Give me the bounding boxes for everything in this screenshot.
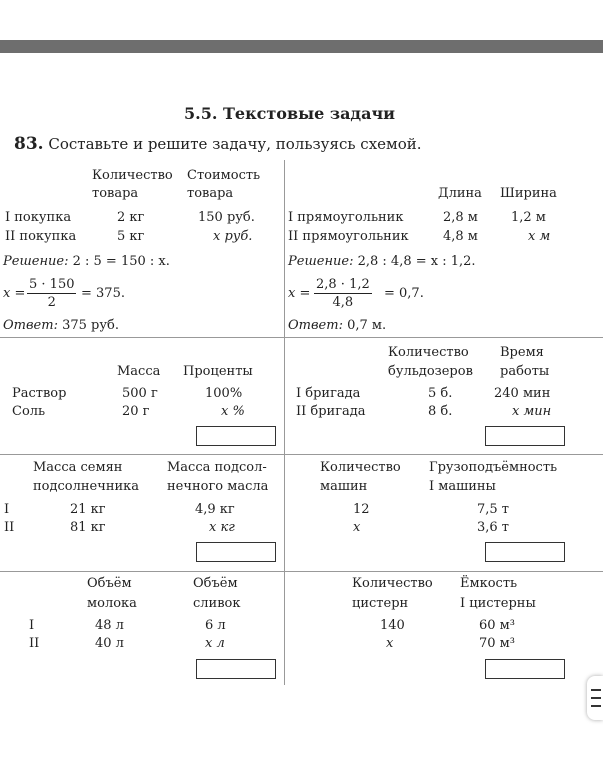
x-equals: x = (3, 286, 26, 301)
row2-label: II прямоугольник (288, 229, 409, 244)
solution-proportion: 2 : 5 = 150 : x. (72, 254, 170, 269)
menu-icon-line-1 (591, 689, 601, 691)
answer-box[interactable] (196, 542, 276, 562)
row1-label: Раствор (12, 386, 67, 401)
header-seed-line2: подсолнечника (33, 479, 140, 494)
header-count-line2: машин (320, 479, 368, 494)
row2-length: 4,8 м (443, 229, 478, 244)
row2-qty: 5 кг (117, 229, 145, 244)
row2-label: Соль (12, 404, 46, 419)
section-title: 5.5. Текстовые задачи (184, 104, 396, 123)
header-qty-line2: товара (92, 186, 139, 201)
problem-text: Составьте и решите задачу, пользуясь схемой. (48, 135, 422, 153)
answer-box[interactable] (196, 426, 276, 446)
row-divider-3 (0, 571, 603, 572)
row1-capacity: 7,5 т (477, 502, 509, 517)
row2-label: II (29, 636, 40, 651)
answer-box[interactable] (485, 542, 565, 562)
answer-box[interactable] (196, 659, 276, 679)
row1-mass: 500 г (122, 386, 158, 401)
row2-milk: 40 л (95, 636, 124, 651)
fraction-numerator: 5 · 150 (29, 277, 75, 292)
fraction-result: = 0,7. (384, 286, 424, 301)
row2-count: x (386, 636, 394, 651)
row1-percent: 100% (205, 386, 243, 401)
header-length: Длина (438, 186, 482, 201)
row2-label: II покупка (5, 229, 77, 244)
header-count-line2: цистерн (352, 596, 409, 611)
header-time-line2: работы (500, 364, 550, 379)
solution-fraction (314, 277, 372, 310)
solution-label: Решение: (3, 254, 69, 269)
header-cost-line2: товара (187, 186, 234, 201)
answer-line (288, 318, 386, 333)
row2-mass: 20 г (122, 404, 150, 419)
row1-label: I покупка (5, 210, 72, 225)
answer-value: 0,7 м. (347, 318, 387, 333)
row1-label: I (29, 618, 35, 633)
answer-value: 375 руб. (62, 318, 119, 333)
row1-count: 140 (380, 618, 405, 633)
row1-time: 240 мин (494, 386, 551, 401)
row1-milk: 48 л (95, 618, 124, 633)
row2-time: x мин (512, 404, 552, 419)
answer-label: Ответ: (3, 318, 58, 333)
row2-width: x м (528, 229, 551, 244)
row1-qty: 2 кг (117, 210, 145, 225)
header-seed-line1: Масса семян (33, 460, 123, 475)
solution-line (3, 254, 170, 269)
row2-capacity: 70 м³ (479, 636, 515, 651)
row1-capacity: 60 м³ (479, 618, 515, 633)
row2-cost: x руб. (213, 229, 253, 244)
row2-label: II бригада (296, 404, 366, 419)
header-count-line2: бульдозеров (388, 364, 473, 379)
row1-seed: 21 кг (70, 502, 106, 517)
solution-proportion: 2,8 : 4,8 = x : 1,2. (357, 254, 476, 269)
row2-seed: 81 кг (70, 520, 106, 535)
row1-width: 1,2 м (511, 210, 546, 225)
fraction-denominator: 4,8 (332, 295, 354, 310)
menu-icon-line-3 (591, 705, 601, 707)
header-count-line1: Количество (352, 576, 433, 591)
solution-label: Решение: (288, 254, 354, 269)
answer-box[interactable] (485, 659, 565, 679)
fraction-denominator: 2 (47, 295, 56, 310)
row1-count: 5 б. (428, 386, 453, 401)
x-equals: x = (288, 286, 311, 301)
header-width: Ширина (500, 186, 557, 201)
header-count-line1: Количество (388, 345, 469, 360)
row2-cream: x л (205, 636, 225, 651)
fraction-numerator: 2,8 · 1,2 (316, 277, 370, 292)
header-oil-line1: Масса подсол- (167, 460, 267, 475)
header-capacity-line2: I машины (429, 479, 496, 494)
header-cream-line2: сливок (193, 596, 241, 611)
solution-line (288, 254, 476, 269)
answer-box[interactable] (485, 426, 565, 446)
header-percent: Проценты (183, 364, 253, 379)
header-milk-line2: молока (87, 596, 137, 611)
row2-oil: x кг (209, 520, 235, 535)
menu-icon-line-2 (591, 697, 601, 699)
problem-statement (14, 134, 422, 154)
row1-label: I бригада (296, 386, 361, 401)
row1-label: I (4, 502, 10, 517)
row1-oil: 4,9 кг (195, 502, 235, 517)
row1-cream: 6 л (205, 618, 226, 633)
row1-count: 12 (353, 502, 370, 517)
row1-length: 2,8 м (443, 210, 478, 225)
header-mass: Масса (117, 364, 161, 379)
top-toolbar-bar (0, 40, 603, 53)
row-divider-1 (0, 337, 603, 338)
header-cream-line1: Объём (193, 576, 238, 591)
header-capacity-line2: I цистерны (460, 596, 536, 611)
center-divider (284, 160, 285, 685)
answer-label: Ответ: (288, 318, 343, 333)
header-cost-line1: Стоимость (187, 168, 261, 183)
row1-label: I прямоугольник (288, 210, 404, 225)
row2-percent: x % (221, 404, 245, 419)
problem-number: 83. (14, 134, 44, 154)
header-oil-line2: нечного масла (167, 479, 269, 494)
side-menu-tab[interactable] (587, 676, 603, 720)
row-divider-2 (0, 454, 603, 455)
header-capacity-line1: Ёмкость (460, 576, 518, 591)
row1-cost: 150 руб. (198, 210, 255, 225)
solution-fraction (27, 277, 76, 310)
header-count-line1: Количество (320, 460, 401, 475)
row2-count: x (353, 520, 361, 535)
header-time-line1: Время (500, 345, 544, 360)
row2-capacity: 3,6 т (477, 520, 509, 535)
header-milk-line1: Объём (87, 576, 132, 591)
header-qty-line1: Количество (92, 168, 173, 183)
row2-count: 8 б. (428, 404, 453, 419)
answer-line (3, 318, 119, 333)
fraction-result: = 375. (81, 286, 125, 301)
header-capacity-line1: Грузоподъёмность (429, 460, 558, 475)
row2-label: II (4, 520, 15, 535)
